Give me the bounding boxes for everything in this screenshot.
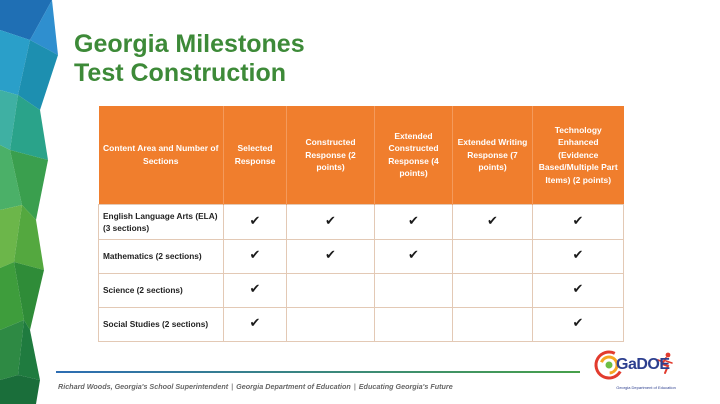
table-cell [533, 239, 624, 273]
table-cell [375, 239, 453, 273]
check-icon: ✔ [572, 248, 584, 263]
row-label-line: (3 sections) [103, 222, 150, 233]
table-cell [287, 307, 375, 341]
check-icon: ✔ [249, 282, 261, 297]
row-label-ela [99, 204, 224, 239]
check-icon: ✔ [487, 213, 498, 229]
table-cell [224, 273, 287, 307]
table-cell [533, 307, 624, 341]
decorative-polygon-band [0, 0, 60, 404]
table-header-row [99, 106, 624, 204]
table-cell [224, 204, 287, 239]
header-content-area: Content Area and Number of Sections [99, 106, 224, 204]
page-title [74, 30, 305, 88]
table-cell [287, 204, 375, 239]
header-constructed-response: Constructed Response (2 points) [287, 106, 375, 204]
table-cell [375, 307, 453, 341]
check-icon: ✔ [249, 248, 261, 263]
table-cell [453, 273, 533, 307]
table-cell [224, 307, 287, 341]
table-cell [453, 307, 533, 341]
table-cell [453, 239, 533, 273]
check-icon: ✔ [408, 213, 419, 229]
footer-credits [58, 382, 453, 391]
table-row [99, 273, 624, 307]
title-line-2: Test Construction [74, 59, 287, 87]
header-technology-enhanced: Technology Enhanced (Evidence Based/Multiple Part Items) (2 points) [533, 106, 624, 204]
title-line-1: Georgia Milestones [74, 30, 305, 58]
table-cell [533, 273, 624, 307]
check-icon: ✔ [572, 213, 584, 229]
table-cell [533, 204, 624, 239]
table-row [99, 204, 624, 239]
logo-wordmark: GaDOE [616, 356, 670, 373]
table-row [99, 239, 624, 273]
row-label-line: English Language Arts (ELA) [103, 210, 218, 221]
table-cell [224, 239, 287, 273]
header-extended-writing-response: Extended Writing Response (7 points) [453, 106, 533, 204]
check-icon: ✔ [572, 282, 584, 297]
table-cell [453, 204, 533, 239]
footer-motto: Educating Georgia's Future [358, 382, 453, 391]
table-cell [287, 273, 375, 307]
table-cell [287, 239, 375, 273]
row-label-science: Science (2 sections) [99, 273, 224, 307]
row-label-social-studies: Social Studies (2 sections) [99, 307, 224, 341]
footer-separator: | [231, 382, 234, 391]
check-icon: ✔ [408, 248, 419, 263]
footer-superintendent: Richard Woods, Georgia's School Superintendent [58, 382, 229, 391]
header-selected-response: Selected Response [224, 106, 287, 204]
logo-tagline: Georgia Department of Education [616, 385, 676, 390]
table-cell [375, 204, 453, 239]
check-icon: ✔ [249, 213, 261, 229]
check-icon: ✔ [249, 316, 261, 331]
check-icon: ✔ [572, 316, 584, 331]
header-extended-constructed-response: Extended Constructed Response (4 points) [375, 106, 453, 204]
footer-department: Georgia Department of Education [236, 382, 351, 391]
check-icon: ✔ [325, 248, 336, 263]
footer-separator: | [353, 382, 356, 391]
table-row [99, 307, 624, 341]
test-construction-table [98, 106, 624, 342]
table-cell [375, 273, 453, 307]
check-icon: ✔ [325, 213, 336, 229]
footer-divider [56, 371, 580, 373]
row-label-mathematics: Mathematics (2 sections) [99, 239, 224, 273]
